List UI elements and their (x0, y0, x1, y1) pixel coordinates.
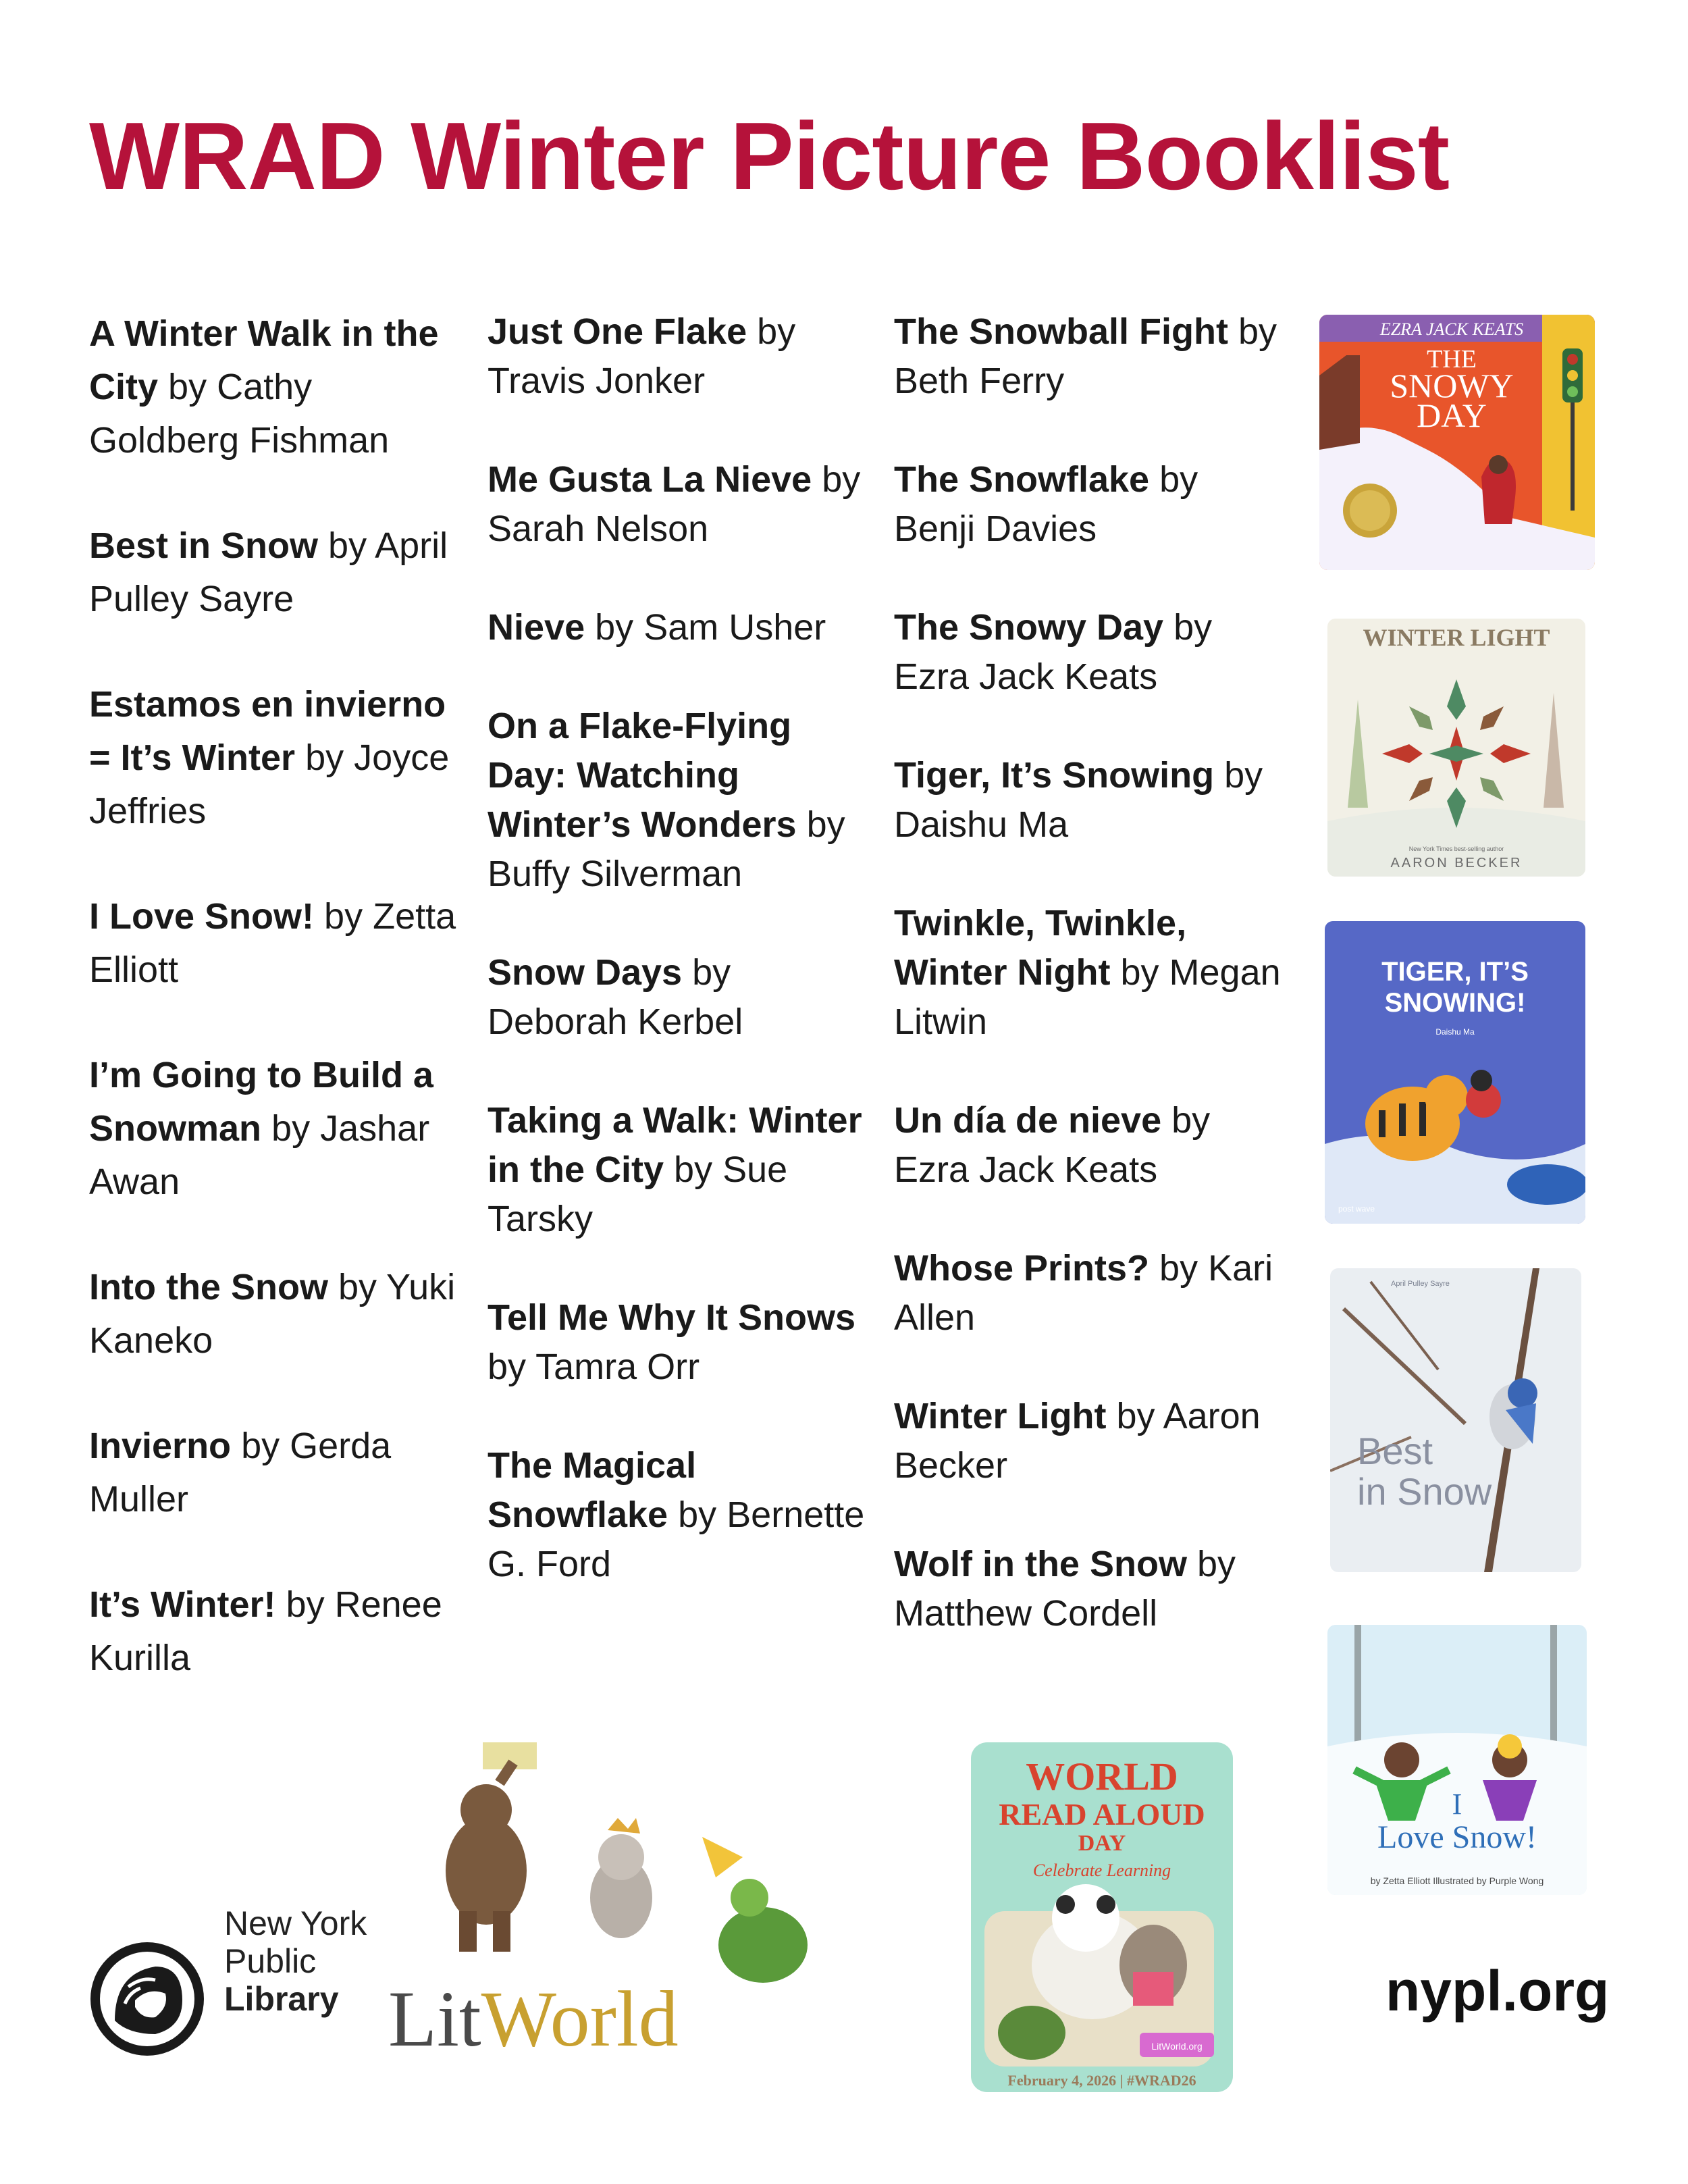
book-title: Whose Prints? (894, 1248, 1150, 1289)
i-love-snow-cover (1327, 1625, 1587, 1895)
cover-title-text: WINTER LIGHT (1363, 624, 1550, 651)
book-title: Taking a Walk: Winter in the City (487, 1100, 862, 1190)
snowy-day-cover-art (1319, 315, 1595, 570)
by-word: by (1116, 1396, 1155, 1436)
litworld-world: World (481, 1975, 679, 2063)
book-author: Daishu Ma (894, 804, 1069, 845)
book-entry (89, 1261, 467, 1368)
i-love-snow-cover-art (1327, 1625, 1587, 1895)
litworld-logo (388, 1973, 679, 2065)
by-word: by (338, 1267, 377, 1307)
by-word: by (757, 311, 796, 352)
book-entry (89, 1049, 467, 1209)
by-word: by (822, 459, 861, 500)
nypl-website-link[interactable]: nypl.org (1386, 1959, 1610, 2023)
by-word: by (305, 737, 344, 778)
book-author: Ezra Jack Keats (894, 1149, 1158, 1190)
book-author: Matthew Cordell (894, 1593, 1158, 1634)
book-author: Ezra Jack Keats (894, 656, 1158, 697)
by-word: by (674, 1149, 713, 1190)
by-word: by (328, 525, 367, 566)
book-entry (894, 455, 1286, 554)
best-in-snow-cover (1330, 1268, 1581, 1572)
wrad-title-1: WORLD (1026, 1754, 1178, 1798)
snowy-day-cover (1319, 315, 1595, 570)
book-entry (894, 307, 1286, 406)
book-author: Gerda Muller (89, 1426, 392, 1519)
cover-publisher-text: post wave (1338, 1204, 1375, 1214)
nypl-line-2: Public (224, 1942, 317, 1980)
book-entry (894, 1096, 1286, 1195)
tiger-its-snowing-cover (1325, 921, 1585, 1224)
book-title: The Snowflake (894, 459, 1150, 500)
wrad-title-3: DAY (1078, 1831, 1126, 1856)
by-word: by (1120, 952, 1159, 993)
book-title: I Love Snow! (89, 896, 315, 937)
by-word: by (595, 607, 634, 648)
cover-title-text: in Snow (1357, 1470, 1492, 1513)
book-author: Cathy Goldberg Fishman (89, 367, 390, 461)
book-entry (894, 1392, 1286, 1490)
book-author: Joyce Jeffries (89, 737, 450, 831)
book-author: Bernette G. Ford (487, 1494, 865, 1584)
book-entry (89, 307, 467, 467)
book-title: Un día de nieve (894, 1100, 1162, 1141)
by-word: by (678, 1494, 717, 1535)
by-word: by (271, 1108, 311, 1149)
book-entry (487, 1441, 872, 1589)
book-title: I’m Going to Build a Snowman (89, 1055, 433, 1149)
winter-light-cover (1327, 619, 1585, 877)
book-author: Yuki Kaneko (89, 1267, 456, 1361)
cover-title-text: THE (1427, 345, 1477, 373)
nypl-line-1: New York (224, 1904, 367, 1942)
by-word: by (1159, 459, 1198, 500)
tiger-cover-art (1325, 921, 1585, 1224)
by-word: by (1224, 755, 1263, 796)
by-word: by (1159, 1248, 1198, 1289)
book-title: Tiger, It’s Snowing (894, 755, 1215, 796)
cover-credits-text: by Zetta Elliott Illustrated by Purple Wong (1370, 1875, 1544, 1886)
book-title: The Snowy Day (894, 607, 1164, 648)
book-entry (894, 751, 1286, 850)
book-entry (894, 603, 1286, 702)
book-entry (894, 1540, 1286, 1638)
cover-title-text: SNOWY (1390, 367, 1514, 405)
wrad-wagon-text: LitWorld.org (1151, 2041, 1203, 2052)
wrad-date: February 4, 2026 | #WRAD26 (1007, 2072, 1196, 2089)
book-title: On a Flake-Flying Day: Watching Winter’s Wonders (487, 706, 797, 845)
book-author: Tamra Orr (535, 1347, 700, 1387)
booklist-column-3 (894, 307, 1286, 1688)
book-title: A Winter Walk in the City (89, 313, 439, 407)
book-author: Travis Jonker (487, 361, 706, 401)
cover-title-text: DAY (1417, 396, 1487, 434)
book-title: Me Gusta La Nieve (487, 459, 812, 500)
booklist-column-1 (89, 307, 467, 1737)
by-word: by (241, 1426, 280, 1466)
cover-author-text: April Pulley Sayre (1391, 1280, 1450, 1288)
book-entry (487, 603, 872, 652)
book-author: Zetta Elliott (89, 896, 456, 990)
book-title: Winter Light (894, 1396, 1107, 1436)
book-author: Sarah Nelson (487, 509, 709, 549)
book-author: Benji Davies (894, 509, 1097, 549)
book-author: Jashar Awan (89, 1108, 430, 1202)
book-author: Megan Litwin (894, 952, 1281, 1042)
book-title: Wolf in the Snow (894, 1544, 1187, 1584)
wrad-tagline: Celebrate Learning (1032, 1861, 1171, 1880)
by-word: by (1196, 1544, 1236, 1584)
cover-title-text: I (1452, 1788, 1462, 1821)
book-entry (89, 678, 467, 838)
by-word: by (324, 896, 363, 937)
by-word: by (1173, 607, 1213, 648)
best-in-snow-cover-art (1330, 1268, 1581, 1572)
book-entry (894, 899, 1286, 1047)
book-title: Twinkle, Twinkle, Winter Night (894, 903, 1187, 993)
book-title: Nieve (487, 607, 585, 648)
book-entry (89, 519, 467, 626)
by-word: by (692, 952, 731, 993)
book-title: Tell Me Why It Snows (487, 1297, 856, 1338)
nypl-line-3: Library (224, 1980, 339, 2018)
book-author: Renee Kurilla (89, 1584, 442, 1678)
book-author: Buffy Silverman (487, 854, 743, 894)
book-title: Invierno (89, 1426, 232, 1466)
book-entry (89, 890, 467, 997)
cover-author-text: Daishu Ma (1435, 1027, 1475, 1037)
cover-title-text: Love Snow! (1377, 1819, 1537, 1855)
book-title: Snow Days (487, 952, 683, 993)
book-author: Kari Allen (894, 1248, 1273, 1338)
winter-light-cover-art (1327, 619, 1585, 877)
book-entry (487, 1096, 872, 1244)
book-entry (894, 1244, 1286, 1343)
book-author: Aaron Becker (894, 1396, 1261, 1486)
book-title: The Snowball Fight (894, 311, 1228, 352)
cover-tagline-text: New York Times best-selling author (1408, 846, 1504, 852)
book-title: Best in Snow (89, 525, 319, 566)
cover-title-text: SNOWING! (1384, 988, 1526, 1018)
book-title: Estamos en invierno = It’s Winter (89, 684, 446, 778)
book-title: Into the Snow (89, 1267, 328, 1307)
cover-author-text: AARON BECKER (1390, 856, 1523, 870)
booklist-column-2 (487, 307, 872, 1638)
book-author: Beth Ferry (894, 361, 1065, 401)
book-entry (89, 1578, 467, 1685)
book-entry (487, 1293, 872, 1392)
cover-title-text: Best (1357, 1430, 1433, 1472)
nypl-wordmark (224, 1904, 367, 2018)
book-entry (487, 948, 872, 1047)
by-word: by (487, 1347, 527, 1387)
cover-title-text: TIGER, IT’S (1381, 957, 1529, 987)
book-author: April Pulley Sayre (89, 525, 448, 619)
book-entry (487, 455, 872, 554)
book-entry (89, 1420, 467, 1526)
book-author: Sam Usher (643, 607, 826, 648)
by-word: by (806, 804, 845, 845)
book-entry (487, 702, 872, 899)
by-word: by (168, 367, 207, 407)
by-word: by (1171, 1100, 1211, 1141)
book-title: Just One Flake (487, 311, 747, 352)
book-author: Sue Tarsky (487, 1149, 788, 1239)
wrad-title-2: READ ALOUD (999, 1797, 1205, 1831)
by-word: by (1238, 311, 1277, 352)
page-title: WRAD Winter Picture Booklist (89, 103, 1450, 210)
nypl-lion-logo-icon (88, 1940, 207, 2058)
wrad-poster (971, 1742, 1233, 2092)
by-word: by (286, 1584, 325, 1625)
book-author: Deborah Kerbel (487, 1002, 743, 1042)
book-title: It’s Winter! (89, 1584, 276, 1625)
cover-author-text: EZRA JACK KEATS (1379, 319, 1524, 339)
book-entry (487, 307, 872, 406)
book-title: The Magical Snowflake (487, 1445, 697, 1535)
litworld-lit: Lit (388, 1975, 481, 2063)
